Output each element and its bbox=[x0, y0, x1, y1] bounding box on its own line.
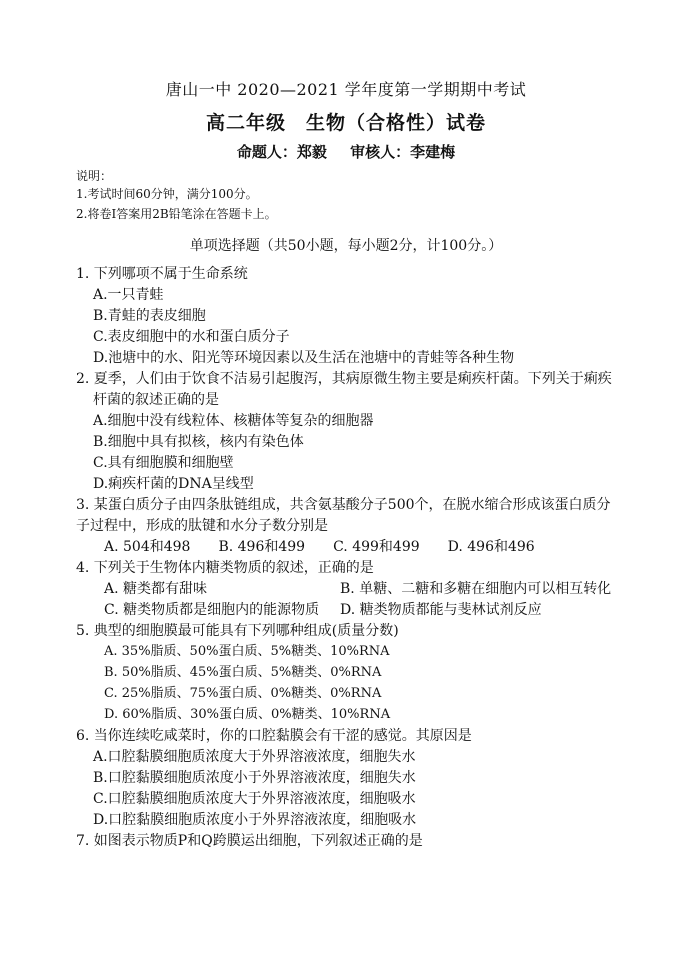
question-1-stem: 1. 下列哪项不属于生命系统 bbox=[76, 266, 248, 282]
question-4-stem: 4. 下列关于生物体内糖类物质的叙述，正确的是 bbox=[76, 560, 374, 576]
question-2-option-d: D.痢疾杆菌的DNA呈线型 bbox=[93, 476, 254, 492]
question-3-stem-line-1: 3. 某蛋白质分子由四条肽链组成，共含氨基酸分子500个，在脱水缩合形成该蛋白质分 bbox=[76, 497, 611, 513]
question-5-stem: 5. 典型的细胞膜最可能具有下列哪种组成(质量分数) bbox=[76, 623, 399, 639]
question-6-stem: 6. 当你连续吃咸菜时，你的口腔黏膜会有干涩的感觉。其原因是 bbox=[76, 728, 472, 744]
question-1-option-a: A.一只青蛙 bbox=[93, 287, 164, 303]
section-title: 单项选择题（共50小题，每小题2分，计100分。） bbox=[189, 238, 503, 254]
question-4-option-d: D. 糖类物质都能与斐林试剂反应 bbox=[340, 602, 542, 618]
question-4-option-a: A. 糖类都有甜味 bbox=[104, 581, 208, 597]
question-6-option-c: C.口腔黏膜细胞质浓度大于外界溶液浓度，细胞吸水 bbox=[93, 791, 416, 807]
question-5-option-d: D. 60%脂质、30%蛋白质、0%糖类、10%RNA bbox=[104, 707, 391, 722]
question-7-stem: 7. 如图表示物质P和Q跨膜运出细胞，下列叙述正确的是 bbox=[76, 833, 423, 849]
question-5-option-b: B. 50%脂质、45%蛋白质、5%糖类、0%RNA bbox=[104, 665, 382, 680]
question-2-stem-line-1: 2. 夏季，人们由于饮食不洁易引起腹泻，其病原微生物主要是痢疾杆菌。下列关于痢疾 bbox=[76, 371, 612, 387]
question-5-option-c: C. 25%脂质、75%蛋白质、0%糖类、0%RNA bbox=[104, 686, 382, 701]
question-1-option-b: B.青蛙的表皮细胞 bbox=[93, 308, 206, 324]
question-4-option-b: B. 单糖、二糖和多糖在细胞内可以相互转化 bbox=[340, 581, 612, 597]
question-2-option-c: C.具有细胞膜和细胞壁 bbox=[93, 455, 234, 471]
question-2-stem-line-2: 杆菌的叙述正确的是 bbox=[93, 392, 219, 408]
question-6-option-d: D.口腔黏膜细胞质浓度小于外界溶液浓度，细胞吸水 bbox=[93, 812, 417, 828]
question-3-stem-line-2: 子过程中，形成的肽键和水分子数分别是 bbox=[76, 518, 328, 534]
note-item-2: 2.将卷Ⅰ答案用2B铅笔涂在答题卡上。 bbox=[76, 207, 277, 221]
question-6-option-a: A.口腔黏膜细胞质浓度大于外界溶液浓度，细胞失水 bbox=[93, 749, 416, 765]
question-6-option-b: B.口腔黏膜细胞质浓度小于外界溶液浓度，细胞失水 bbox=[93, 770, 416, 786]
question-1-option-d: D.池塘中的水、阳光等环境因素以及生活在池塘中的青蛙等各种生物 bbox=[93, 350, 515, 366]
question-1-option-c: C.表皮细胞中的水和蛋白质分子 bbox=[93, 329, 290, 345]
question-5-option-a: A. 35%脂质、50%蛋白质、5%糖类、10%RNA bbox=[104, 644, 390, 659]
notes-label: 说明： bbox=[76, 169, 113, 183]
exam-subtitle: 高二年级 生物（合格性）试卷 bbox=[205, 112, 486, 134]
note-item-1: 1.考试时间60分钟，满分100分。 bbox=[76, 187, 258, 201]
exam-title: 唐山一中 2020—2021 学年度第一学期期中考试 bbox=[165, 80, 527, 99]
question-3-options: A. 504和498 B. 496和499 C. 499和499 D. 496和496 bbox=[104, 539, 535, 555]
question-2-option-a: A.细胞中没有线粒体、核糖体等复杂的细胞器 bbox=[93, 413, 374, 429]
question-2-option-b: B.细胞中具有拟核，核内有染色体 bbox=[93, 434, 304, 450]
question-4-option-c: C. 糖类物质都是细胞内的能源物质 bbox=[104, 602, 320, 618]
exam-authors: 命题人：郑毅 审核人：李建梅 bbox=[236, 143, 456, 161]
